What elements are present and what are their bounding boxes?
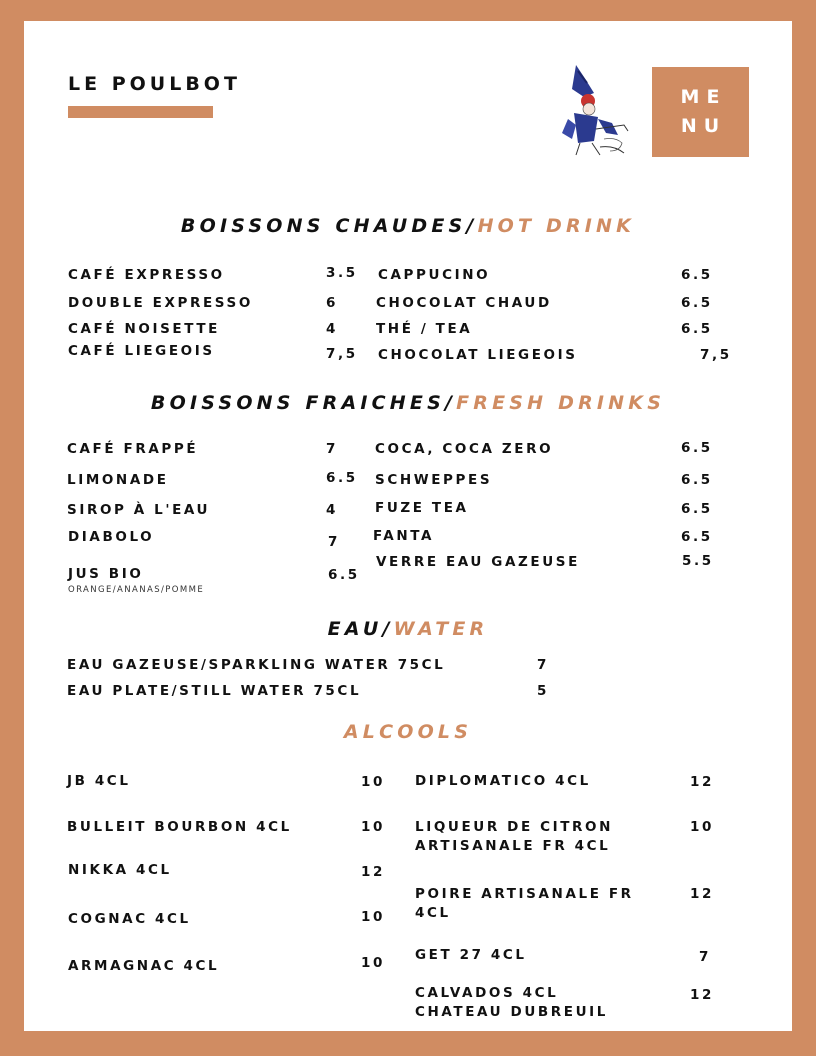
menu-item-price: 7,5: [326, 346, 358, 362]
menu-item-price: 5.5: [682, 553, 714, 569]
menu-item: JUS BIO: [68, 566, 144, 582]
menu-item: CALVADOS 4CL CHATEAU DUBREUIL: [415, 985, 608, 1020]
menu-item: COGNAC 4CL: [68, 911, 191, 927]
menu-item-price: 10: [361, 909, 385, 925]
section-title-hot-fr: BOISSONS CHAUDES/: [180, 215, 478, 237]
menu-item: CAFÉ NOISETTE: [68, 321, 220, 337]
menu-item: POIRE ARTISANALE FR 4CL: [415, 886, 634, 921]
menu-item: JB 4CL: [67, 773, 131, 789]
menu-item-price: 10: [361, 774, 385, 790]
menu-item-price: 12: [361, 864, 385, 880]
menu-item: GET 27 4CL: [415, 947, 527, 963]
menu-item: LIMONADE: [67, 472, 169, 488]
menu-item-price: 4: [326, 502, 338, 518]
menu-item-price: 6.5: [681, 529, 713, 545]
menu-item: DIABOLO: [68, 529, 155, 545]
menu-item: EAU PLATE/STILL WATER 75CL: [67, 683, 362, 699]
menu-page: [24, 21, 792, 1031]
menu-item: SCHWEPPES: [375, 472, 493, 488]
menu-item-price: 7: [537, 657, 549, 673]
menu-item-price: 6.5: [681, 295, 713, 311]
menu-item-price: 6.5: [681, 321, 713, 337]
menu-item-price: 12: [690, 987, 714, 1003]
menu-item-price: 6.5: [326, 470, 358, 486]
menu-item: DOUBLE EXPRESSO: [68, 295, 253, 311]
brand-underline-bar: [68, 106, 213, 118]
menu-item: SIROP À L'EAU: [67, 502, 211, 518]
menu-item-price: 12: [690, 886, 714, 902]
menu-item-price: 12: [690, 774, 714, 790]
menu-item: THÉ / TEA: [376, 321, 473, 337]
poulbot-figure-illustration: [554, 63, 634, 157]
menu-item: CAPPUCINO: [378, 267, 491, 283]
menu-item: FUZE TEA: [375, 500, 469, 516]
menu-item-price: 10: [361, 819, 385, 835]
menu-item-price: 10: [361, 955, 385, 971]
menu-item-price: 5: [537, 683, 549, 699]
brand-name: LE POULBOT: [68, 73, 241, 95]
menu-item-price: 4: [326, 321, 338, 337]
menu-item: DIPLOMATICO 4CL: [415, 773, 591, 789]
menu-item-subtext: ORANGE/ANANAS/POMME: [68, 585, 205, 595]
section-title-water-fr: EAU/: [327, 618, 394, 640]
menu-item: CAFÉ FRAPPÉ: [67, 441, 199, 457]
menu-item: CAFÉ LIEGEOIS: [68, 343, 215, 359]
menu-item: FANTA: [373, 528, 435, 544]
menu-item: COCA, COCA ZERO: [375, 441, 554, 457]
menu-item-price: 6.5: [681, 501, 713, 517]
section-title-hot: [24, 215, 792, 237]
menu-item: NIKKA 4CL: [68, 862, 172, 878]
menu-item: ARMAGNAC 4CL: [68, 958, 220, 974]
menu-badge: [652, 67, 749, 157]
menu-item-price: 7: [328, 534, 340, 550]
menu-badge-line-2: NU: [680, 115, 727, 137]
section-title-fresh: [24, 392, 792, 414]
menu-item-price: 3.5: [326, 265, 358, 281]
section-title-hot-en: HOT DRINK: [477, 215, 636, 237]
menu-item-price: 6.5: [681, 440, 713, 456]
menu-item-price: 6.5: [328, 567, 360, 583]
section-title-alcools: [24, 721, 792, 743]
menu-item: EAU GAZEUSE/SPARKLING WATER 75CL: [67, 657, 446, 673]
menu-item-price: 6.5: [681, 267, 713, 283]
menu-item: LIQUEUR DE CITRON ARTISANALE FR 4CL: [415, 819, 613, 854]
menu-item-price: 7: [699, 949, 711, 965]
menu-item-price: 6: [326, 295, 338, 311]
menu-item-price: 6.5: [681, 472, 713, 488]
section-title-alcools-en: ALCOOLS: [343, 721, 473, 743]
menu-item: CHOCOLAT CHAUD: [376, 295, 552, 311]
menu-badge-line-1: ME: [680, 86, 727, 108]
menu-item-price: 10: [690, 819, 714, 835]
menu-item: BULLEIT BOURBON 4CL: [67, 819, 292, 835]
section-title-water-en: WATER: [393, 618, 489, 640]
menu-item-price: 7,5: [700, 347, 732, 363]
menu-item: VERRE EAU GAZEUSE: [376, 554, 580, 570]
section-title-water: [24, 618, 792, 640]
menu-item: CHOCOLAT LIEGEOIS: [378, 347, 578, 363]
section-title-fresh-fr: BOISSONS FRAICHES/: [150, 392, 457, 414]
menu-item-price: 7: [326, 441, 338, 457]
section-title-fresh-en: FRESH DRINKS: [456, 392, 666, 414]
menu-item: CAFÉ EXPRESSO: [68, 267, 225, 283]
